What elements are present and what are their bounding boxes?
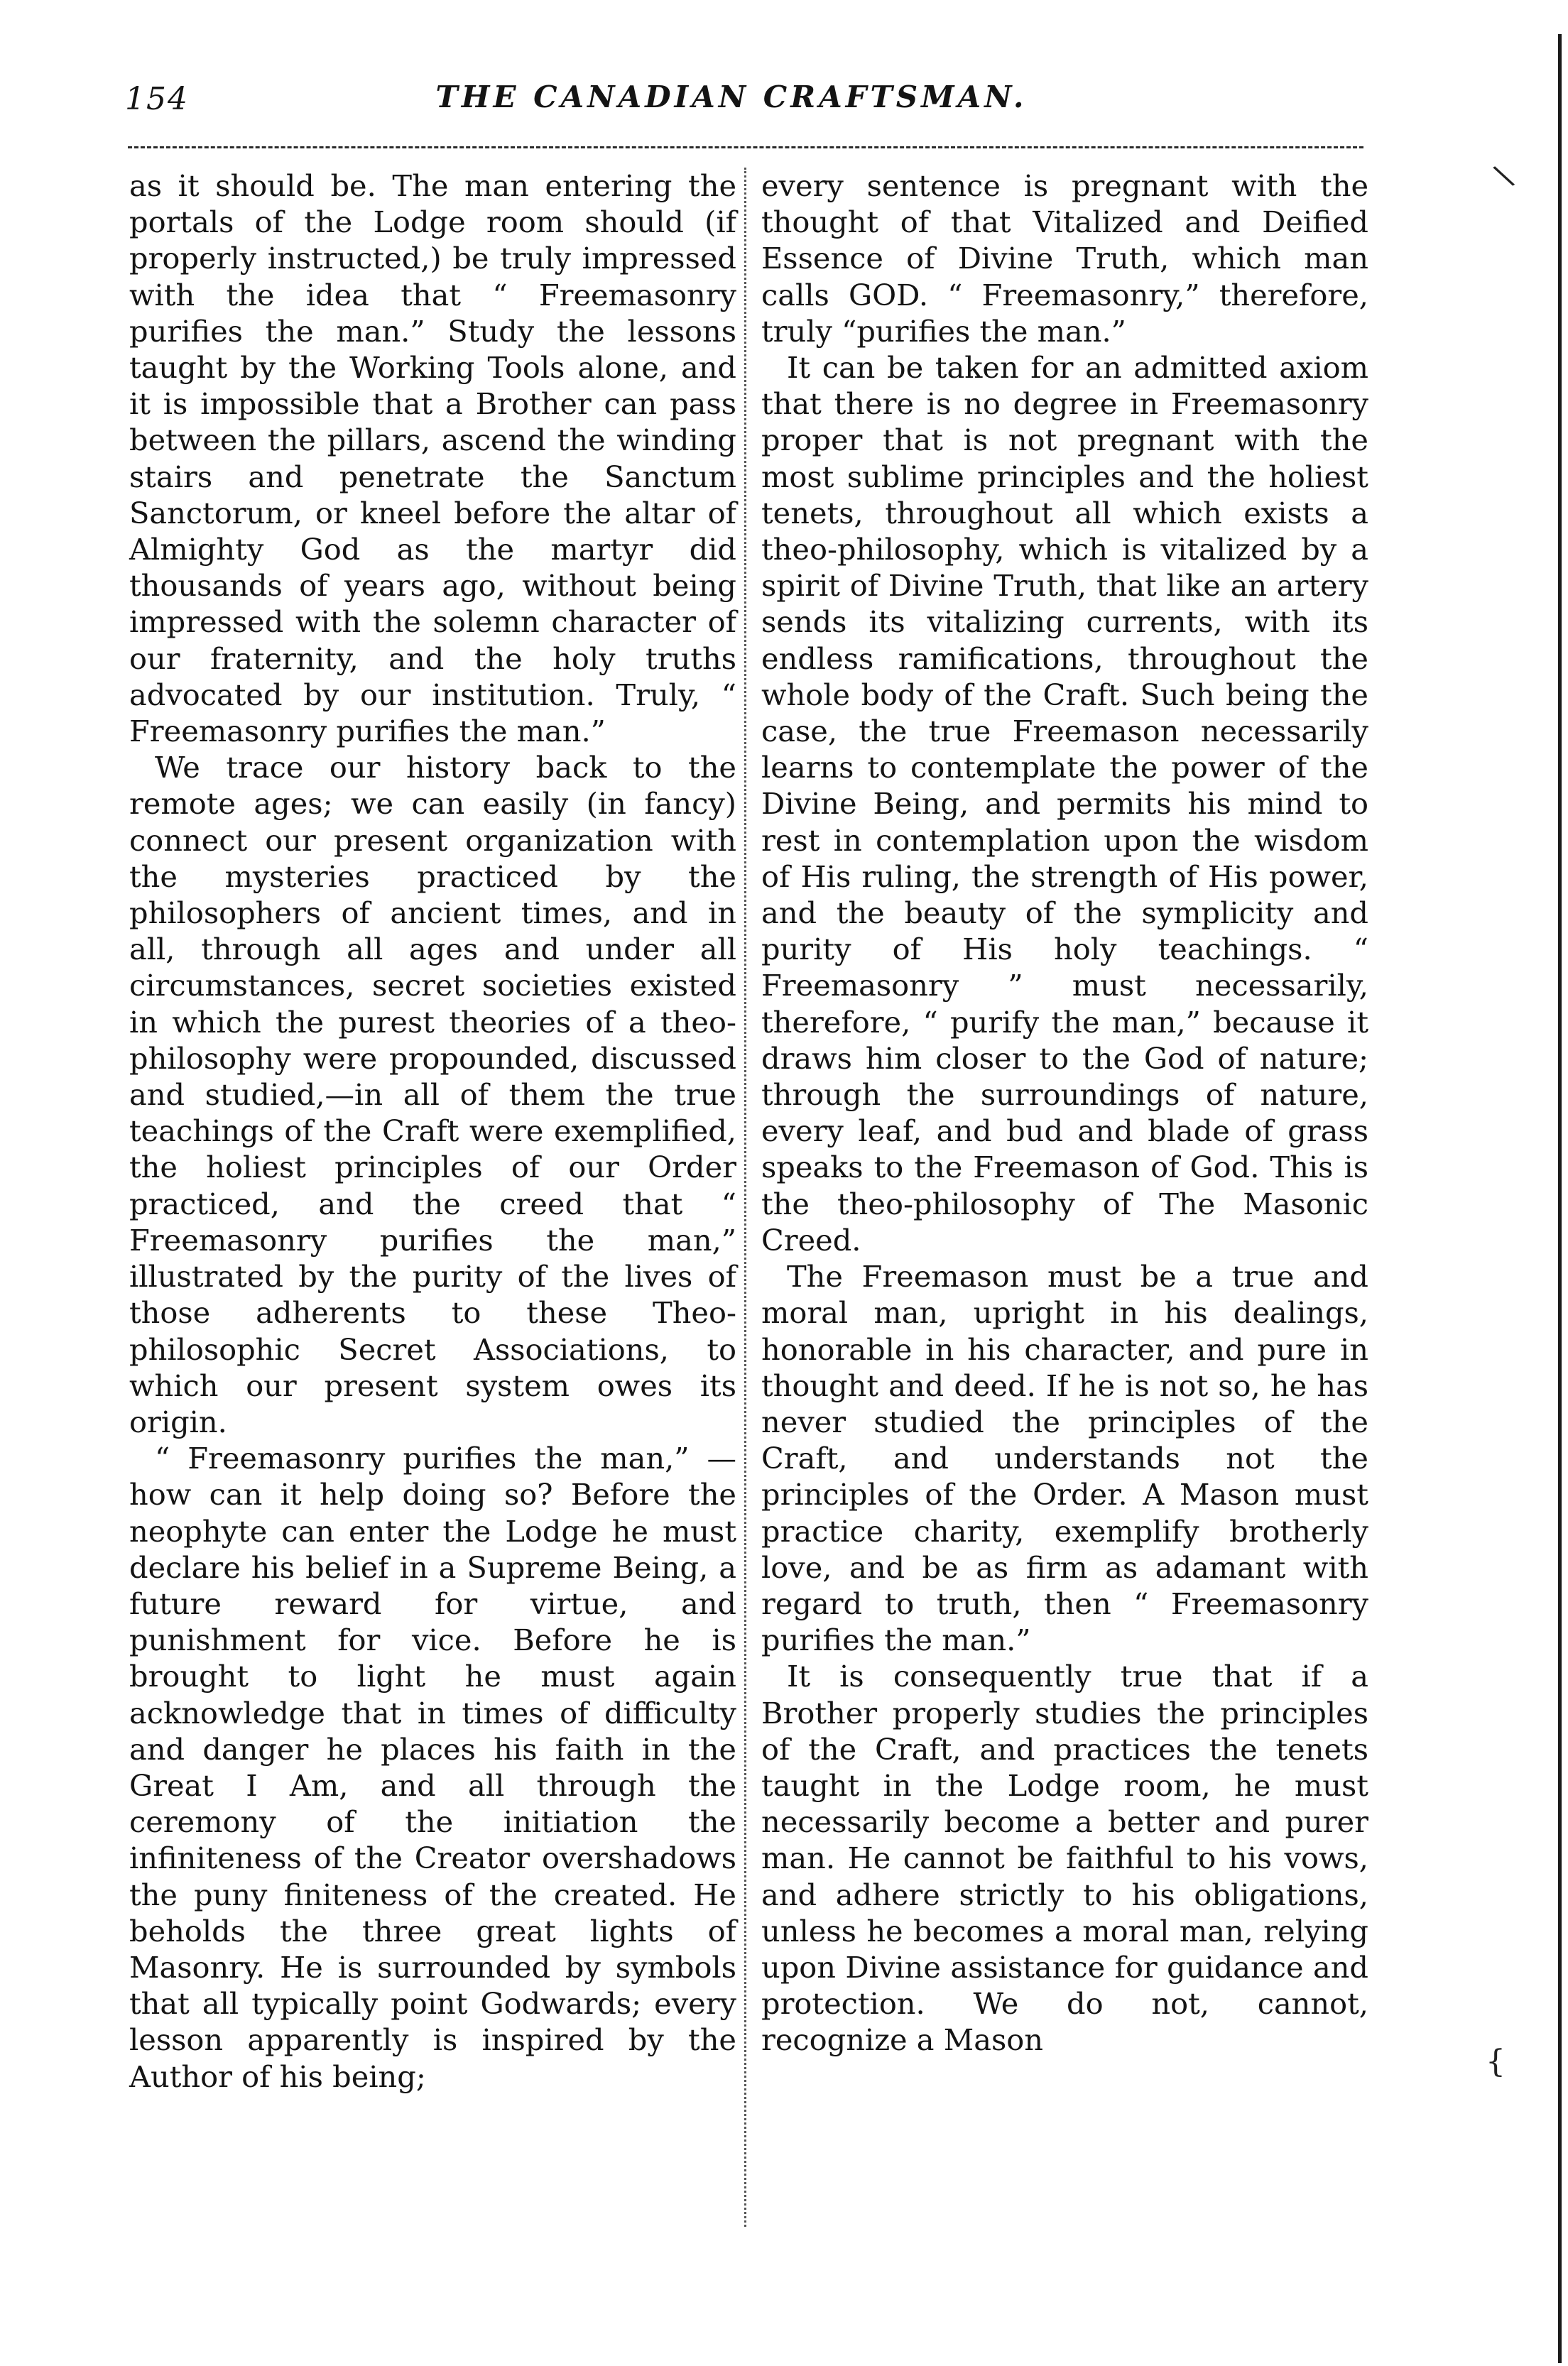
header-rule xyxy=(128,146,1363,148)
paragraph: The Freemason must be a true and moral man, upright in his dealings, honorable in his character, and pure in thought and deed. If he is not so, he has never studied the principles of the Craft, and understands not the principles of the Order. A Mason must practice charity, exemplify brotherly love, and be as firm as adamant with regard to truth, then “ Freemasonry purifies the man.” xyxy=(761,1259,1368,1658)
paragraph: “ Freemasonry purifies the man,” —how can it help doing so? Before the neophyte can enter the Lodge he must declare his belief in a Supreme Being, a future reward for virtue, and punishment for vice. Before he is brought to light he must again acknowledge that in times of difficulty and danger he places his faith in the Great I Am, and all through the ceremony of the initiation the infiniteness of the Creator overshadows the puny finiteness of the created. He beholds the three great lights of Masonry. He is surrounded by symbols that all typically point Godwards; every lesson apparently is inspired by the Author of his being; xyxy=(129,1441,736,2094)
paragraph: We trace our history back to the remote ages; we can easily (in fancy) connect our present organization with the mysteries practiced by the philosophers of ancient times, and in all, through all ages and under all circumstances, secret societies existed in which the purest theories of a theo-philosophy were propounded, discussed and studied,—in all of them the true teachings of the Craft were exemplified, the holiest principles of our Order practiced, and the creed that “ Freemasonry purifies the man,” illustrated by the purity of the lives of those adherents to these Theo-philosophic Secret Associations, to which our present system owes its origin. xyxy=(129,750,736,1439)
paragraph: every sentence is pregnant with the thought of that Vitalized and Deified Essence of Divine Truth, which man calls GOD. “ Freemasonry,” therefore, truly “purifies the man.” xyxy=(761,168,1368,349)
page-number: 154 xyxy=(125,81,189,117)
right-column xyxy=(761,168,1368,2059)
paragraph: as it should be. The man entering the portals of the Lodge room should (if properly instructed,) be truly impressed with the idea that “ Freemasonry purifies the man.” Study the lessons taught by the Working Tools alone, and it is impossible that a Brother can pass between the pillars, ascend the winding stairs and penetrate the Sanctum Sanctorum, or kneel before the altar of Almighty God as the martyr did thousands of years ago, without being impressed with the solemn character of our fraternity, and the holy truths advocated by our institution. Truly, “ Freemasonry purifies the man.” xyxy=(129,168,736,749)
column-divider xyxy=(744,168,746,2227)
running-title: THE CANADIAN CRAFTSMAN. xyxy=(435,80,1028,114)
paragraph: It can be taken for an admitted axiom that there is no degree in Freemasonry proper that is not pregnant with the most sublime principles and the holiest tenets, throughout all which exists a theo-philosophy, which is vitalized by a spirit of Divine Truth, that like an artery sends its vitalizing currents, with its endless ramifications, throughout the whole body of the Craft. Such being the case, the true Freemason necessarily learns to contemplate the power of the Divine Being, and permits his mind to rest in contemplation upon the wisdom of His ruling, the strength of His power, and the beauty of the symplicity and purity of His holy teachings. “ Freemasonry ” must necessarily, therefore, “ purify the man,” because it draws him closer to the God of nature; through the surroundings of nature, every leaf, and bud and blade of grass speaks to the Freemason of God. This is the theo-philosophy of The Masonic Creed. xyxy=(761,350,1368,1258)
stray-mark-icon: \ xyxy=(1490,157,1518,195)
left-column xyxy=(129,168,736,2095)
margin-brace-icon: { xyxy=(1486,2044,1506,2080)
page-edge-line xyxy=(1558,34,1562,2363)
paragraph: It is consequently true that if a Brother properly studies the principles of the Craft, and practices the tenets taught in the Lodge room, he must necessarily become a better and purer man. He cannot be faithful to his vows, and adhere strictly to his obligations, unless he becomes a moral man, relying upon Divine assistance for guidance and protection. We do not, cannot, recognize a Mason xyxy=(761,1659,1368,2058)
